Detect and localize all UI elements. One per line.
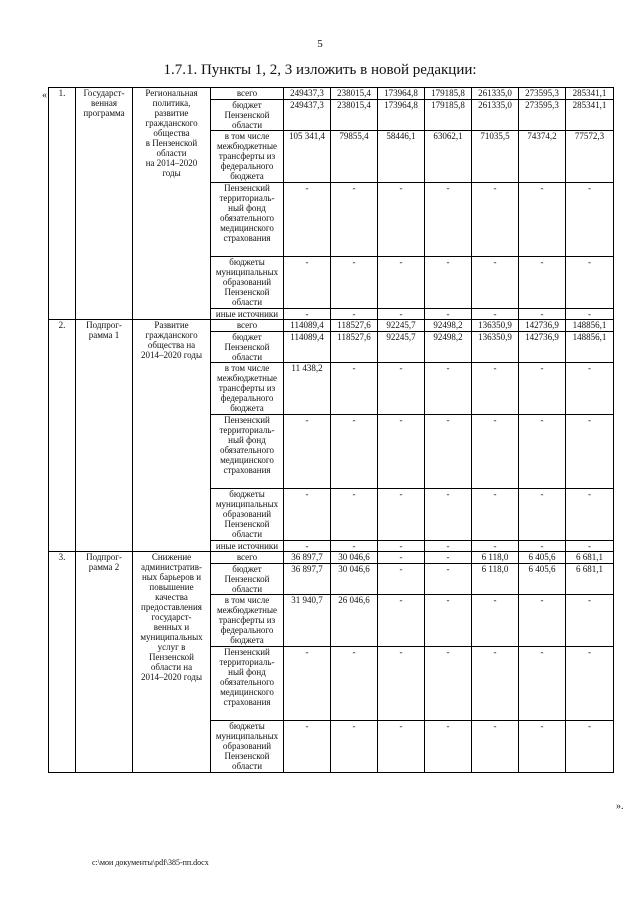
amount-cell: 6 118,0 [472, 552, 519, 564]
amount-cell: - [378, 415, 425, 489]
amount-cell: 114089,4 [284, 320, 331, 332]
funding-source-label: иные источники [211, 541, 284, 552]
amount-cell: 36 897,7 [284, 552, 331, 564]
amount-cell: - [566, 363, 614, 415]
amount-cell: 114089,4 [284, 332, 331, 363]
amount-cell: 11 438,2 [284, 363, 331, 415]
amount-cell: - [519, 363, 566, 415]
program-type: Подпрог- рамма 1 [76, 320, 133, 552]
amount-cell: - [331, 415, 378, 489]
amount-cell: - [472, 363, 519, 415]
amount-cell: 63062,1 [425, 131, 472, 183]
amount-cell: - [331, 647, 378, 721]
amount-cell: - [472, 257, 519, 309]
amount-cell: - [331, 489, 378, 541]
amount-cell: - [378, 552, 425, 564]
amount-cell: - [519, 415, 566, 489]
amount-cell: - [425, 595, 472, 647]
amount-cell: 6 405,6 [519, 552, 566, 564]
amount-cell: 118527,6 [331, 320, 378, 332]
amount-cell: 6 405,6 [519, 564, 566, 595]
amount-cell: 136350,9 [472, 320, 519, 332]
table-row [49, 88, 614, 100]
amount-cell: 148856,1 [566, 332, 614, 363]
amount-cell: 249437,3 [284, 100, 331, 131]
amount-cell: - [472, 309, 519, 320]
amount-cell: - [284, 541, 331, 552]
amount-cell: 71035,5 [472, 131, 519, 183]
funding-source-label: бюджет Пензенской области [211, 100, 284, 131]
funding-source-label: бюджеты муниципальных образований Пензенской области [211, 721, 284, 773]
amount-cell: - [425, 363, 472, 415]
amount-cell: 142736,9 [519, 332, 566, 363]
amount-cell: - [378, 647, 425, 721]
opening-quote: « [42, 90, 47, 101]
funding-source-label: всего [211, 552, 284, 564]
amount-cell: - [284, 257, 331, 309]
amount-cell: - [566, 541, 614, 552]
amount-cell: 179185,8 [425, 100, 472, 131]
amount-cell: 142736,9 [519, 320, 566, 332]
amount-cell: - [566, 257, 614, 309]
amount-cell: 148856,1 [566, 320, 614, 332]
amount-cell: - [519, 721, 566, 773]
amount-cell: - [425, 541, 472, 552]
funding-source-label: бюджеты муниципальных образований Пензенской области [211, 257, 284, 309]
amount-cell: - [378, 257, 425, 309]
funding-source-label: Пензенский территориаль- ный фонд обязательного медицинского страхования [211, 647, 284, 721]
amount-cell: - [425, 309, 472, 320]
amount-cell: 92245,7 [378, 320, 425, 332]
funding-source-label: в том числе межбюджетные трансферты из федерального бюджета [211, 363, 284, 415]
amount-cell: - [284, 647, 331, 721]
amount-cell: - [472, 489, 519, 541]
amount-cell: - [566, 309, 614, 320]
amount-cell: 92498,2 [425, 332, 472, 363]
amount-cell: - [378, 489, 425, 541]
amount-cell: 238015,4 [331, 88, 378, 100]
funding-source-label: бюджеты муниципальных образований Пензенской области [211, 489, 284, 541]
funding-source-label: бюджет Пензенской области [211, 332, 284, 363]
amount-cell: - [331, 541, 378, 552]
table-row [49, 320, 614, 332]
amount-cell: - [284, 415, 331, 489]
amount-cell: - [284, 309, 331, 320]
amount-cell: - [284, 489, 331, 541]
program-name: Региональная политика, развитие гражданского общества в Пензенской области на 2014–2020 годы [133, 88, 211, 320]
amount-cell: - [331, 721, 378, 773]
amount-cell: - [519, 595, 566, 647]
amount-cell: 285341,1 [566, 100, 614, 131]
amount-cell: 74374,2 [519, 131, 566, 183]
amount-cell: - [378, 309, 425, 320]
amount-cell: - [566, 489, 614, 541]
amount-cell: - [378, 721, 425, 773]
amount-cell: - [519, 257, 566, 309]
file-path-footer: c:\мои документы\pdf\385-пп.docx [92, 858, 209, 867]
amount-cell: 26 046,6 [331, 595, 378, 647]
amount-cell: - [284, 183, 331, 257]
amount-cell: - [472, 415, 519, 489]
amount-cell: - [566, 721, 614, 773]
program-name: Снижение административ- ных барьеров и повышение качества предоставления государст- венных и муниципальных услуг в Пензенской области на 2014–2020 годы [133, 552, 211, 773]
amount-cell: 136350,9 [472, 332, 519, 363]
amount-cell: - [566, 183, 614, 257]
amount-cell: - [331, 257, 378, 309]
funding-source-label: всего [211, 320, 284, 332]
amount-cell: - [519, 541, 566, 552]
funding-source-label: в том числе межбюджетные трансферты из федерального бюджета [211, 595, 284, 647]
amount-cell: 6 681,1 [566, 564, 614, 595]
amount-cell: - [566, 647, 614, 721]
amount-cell: - [331, 363, 378, 415]
funding-source-label: иные источники [211, 309, 284, 320]
amount-cell: - [519, 647, 566, 721]
section-heading: 1.7.1. Пункты 1, 2, 3 изложить в новой редакции: [163, 62, 477, 78]
amount-cell: - [331, 183, 378, 257]
page-number: 5 [317, 38, 323, 50]
amount-cell: 179185,8 [425, 88, 472, 100]
amount-cell: - [425, 647, 472, 721]
amount-cell: - [425, 564, 472, 595]
amount-cell: 261335,0 [472, 100, 519, 131]
amount-cell: - [425, 183, 472, 257]
amount-cell: 77572,3 [566, 131, 614, 183]
amount-cell: - [331, 309, 378, 320]
amount-cell: 118527,6 [331, 332, 378, 363]
amount-cell: - [378, 564, 425, 595]
funding-source-label: в том числе межбюджетные трансферты из федерального бюджета [211, 131, 284, 183]
amount-cell: - [425, 721, 472, 773]
row-number: 3. [49, 552, 76, 773]
amount-cell: - [378, 183, 425, 257]
funding-source-label: Пензенский территориаль- ный фонд обязательного медицинского страхования [211, 415, 284, 489]
amount-cell: - [566, 595, 614, 647]
program-type: Подпрог- рамма 2 [76, 552, 133, 773]
amount-cell: - [284, 721, 331, 773]
amount-cell: 31 940,7 [284, 595, 331, 647]
amount-cell: 261335,0 [472, 88, 519, 100]
amount-cell: - [425, 257, 472, 309]
table-row [49, 552, 614, 564]
amount-cell: 30 046,6 [331, 552, 378, 564]
amount-cell: - [519, 489, 566, 541]
budget-table [48, 87, 614, 773]
amount-cell: - [378, 541, 425, 552]
program-type: Государст- венная программа [76, 88, 133, 320]
amount-cell: 6 681,1 [566, 552, 614, 564]
row-number: 2. [49, 320, 76, 552]
row-number: 1. [49, 88, 76, 320]
amount-cell: 273595,3 [519, 100, 566, 131]
amount-cell: 285341,1 [566, 88, 614, 100]
amount-cell: 273595,3 [519, 88, 566, 100]
amount-cell: 173964,8 [378, 100, 425, 131]
amount-cell: - [378, 595, 425, 647]
amount-cell: - [378, 363, 425, 415]
program-name: Развитие гражданского общества на 2014–2020 годы [133, 320, 211, 552]
funding-source-label: Пензенский территориаль- ный фонд обязательного медицинского страхования [211, 183, 284, 257]
amount-cell: - [472, 647, 519, 721]
amount-cell: 238015,4 [331, 100, 378, 131]
funding-source-label: всего [211, 88, 284, 100]
amount-cell: - [425, 489, 472, 541]
closing-quote: ». [616, 801, 624, 812]
amount-cell: 36 897,7 [284, 564, 331, 595]
funding-source-label: бюджет Пензенской области [211, 564, 284, 595]
amount-cell: 79855,4 [331, 131, 378, 183]
amount-cell: 249437,3 [284, 88, 331, 100]
amount-cell: - [425, 552, 472, 564]
amount-cell: 6 118,0 [472, 564, 519, 595]
amount-cell: - [425, 415, 472, 489]
amount-cell: 173964,8 [378, 88, 425, 100]
amount-cell: - [519, 309, 566, 320]
amount-cell: - [566, 415, 614, 489]
amount-cell: - [472, 595, 519, 647]
amount-cell: - [519, 183, 566, 257]
amount-cell: 105 341,4 [284, 131, 331, 183]
amount-cell: - [472, 541, 519, 552]
amount-cell: - [472, 721, 519, 773]
amount-cell: 58446,1 [378, 131, 425, 183]
amount-cell: 92245,7 [378, 332, 425, 363]
budget-table-body [49, 88, 614, 773]
amount-cell: - [472, 183, 519, 257]
amount-cell: 30 046,6 [331, 564, 378, 595]
amount-cell: 92498,2 [425, 320, 472, 332]
